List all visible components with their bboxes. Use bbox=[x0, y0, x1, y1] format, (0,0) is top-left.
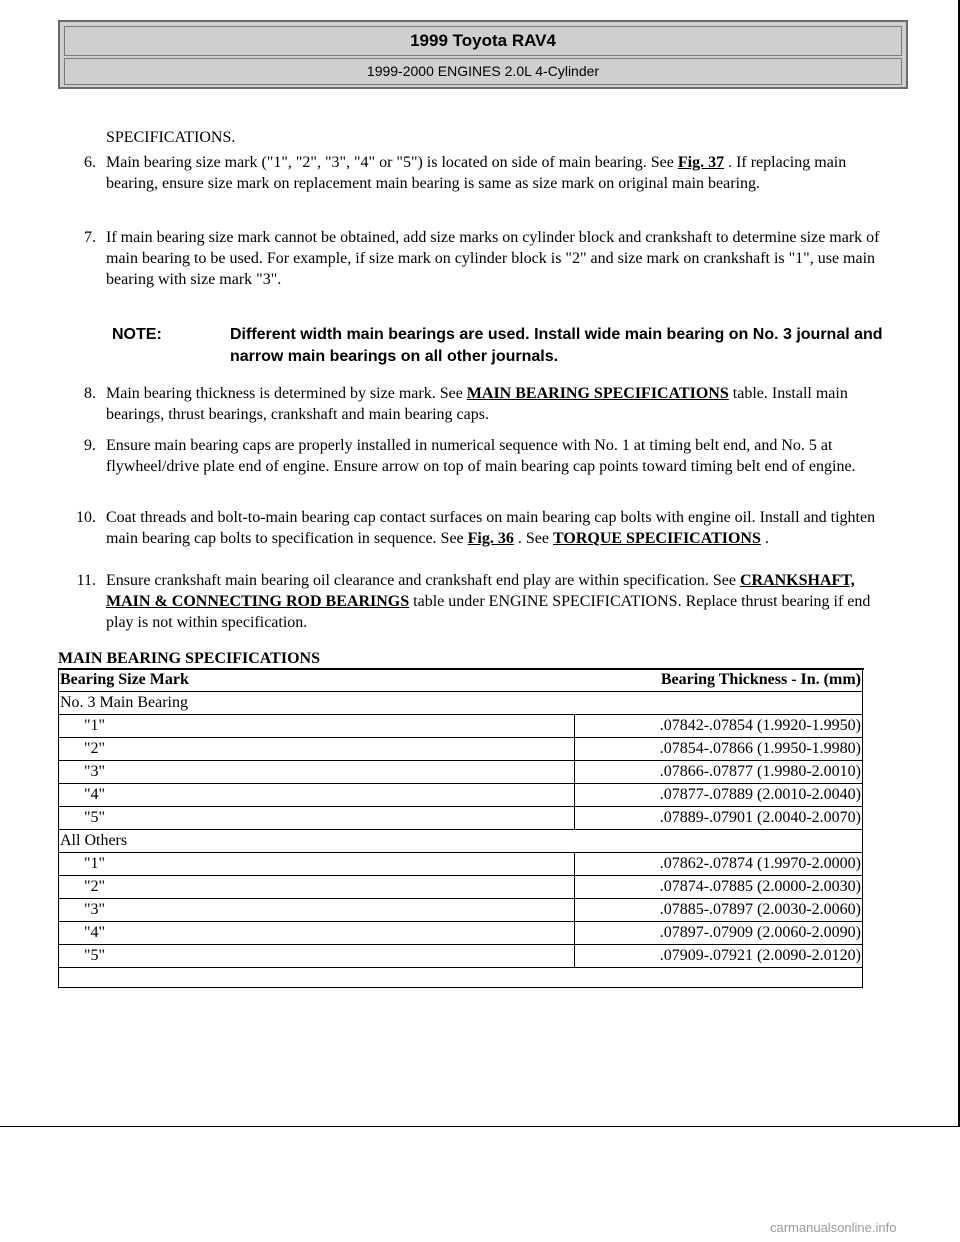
step-text: Main bearing size mark ("1", "2", "3", "4" or "5") is located on side of main bearing. See Fig. 37 . If replacing main bearing, ensure size mark on replacement main bearing is same as size mark on original main bearing. bbox=[106, 154, 847, 192]
table-row bbox=[58, 807, 863, 830]
crankshaft-bearings-link[interactable]: CRANKSHAFT, MAIN & CONNECTING ROD BEARINGS bbox=[106, 572, 855, 610]
size-mark-cell: "5" bbox=[58, 945, 575, 968]
size-mark-cell: "1" bbox=[58, 715, 575, 738]
table-row bbox=[58, 738, 863, 761]
thickness-cell: .07897-.07909 (2.0060-2.0090) bbox=[575, 922, 864, 945]
thickness-cell: .07874-.07885 (2.0000-2.0030) bbox=[575, 876, 864, 899]
page-header bbox=[58, 20, 908, 89]
table-header-row bbox=[58, 669, 863, 692]
thickness-cell: .07862-.07874 (1.9970-2.0000) bbox=[575, 853, 864, 876]
size-mark-cell: "4" bbox=[58, 922, 575, 945]
step-text: Ensure crankshaft main bearing oil clearance and crankshaft end play are within specification. See CRANKSHAFT, MAIN & CONNECTING ROD BEARINGS table under ENGINE SPECIFICATIONS. Replace thrust bearing if end play is not within specification. bbox=[106, 572, 871, 631]
step-number: 11. bbox=[76, 572, 96, 589]
header-title: 1999 Toyota RAV4 bbox=[64, 26, 902, 56]
group-label: All Others bbox=[58, 830, 863, 853]
size-mark-cell: "1" bbox=[58, 853, 575, 876]
main-bearing-spec-table bbox=[58, 669, 863, 968]
thickness-cell: .07877-.07889 (2.0010-2.0040) bbox=[575, 784, 864, 807]
step-text: Coat threads and bolt-to-main bearing cap contact surfaces on main bearing cap bolts with engine oil. Install and tighten main bearing cap bolts to specification in sequence. See Fig. 36 . See TORQUE SPECIFICATIONS . bbox=[106, 509, 876, 547]
thickness-cell: .07866-.07877 (1.9980-2.0010) bbox=[575, 761, 864, 784]
step-text: If main bearing size mark cannot be obtained, add size marks on cylinder block and crankshaft to determine size mark of main bearing to be used. For example, if size mark on cylinder block is "2" and size mark on crankshaft is "1", use main bearing with size mark "3". bbox=[106, 229, 880, 288]
size-mark-cell: "3" bbox=[58, 899, 575, 922]
column-header-size-mark: Bearing Size Mark bbox=[58, 669, 575, 692]
group-label: No. 3 Main Bearing bbox=[58, 692, 863, 715]
thickness-cell: .07854-.07866 (1.9950-1.9980) bbox=[575, 738, 864, 761]
header-subtitle: 1999-2000 ENGINES 2.0L 4-Cylinder bbox=[64, 58, 902, 85]
step-text: Ensure main bearing caps are properly installed in numerical sequence with No. 1 at timing belt end, and No. 5 at flywheel/drive plate end of engine. Ensure arrow on top of main bearing cap points toward timing belt end of engine. bbox=[106, 437, 856, 475]
thickness-cell: .07885-.07897 (2.0030-2.0060) bbox=[575, 899, 864, 922]
continued-text: SPECIFICATIONS. bbox=[106, 129, 236, 146]
torque-specifications-link[interactable]: TORQUE SPECIFICATIONS bbox=[552, 530, 761, 547]
table-row bbox=[58, 715, 863, 738]
fig-37-link[interactable]: Fig. 37 bbox=[677, 154, 725, 171]
thickness-cell: .07889-.07901 (2.0040-2.0070) bbox=[575, 807, 864, 830]
table-top-border bbox=[58, 668, 864, 670]
step-number: 7. bbox=[84, 229, 96, 246]
column-header-thickness: Bearing Thickness - In. (mm) bbox=[575, 669, 864, 692]
size-mark-cell: "5" bbox=[58, 807, 575, 830]
table-row bbox=[58, 784, 863, 807]
table-row bbox=[58, 761, 863, 784]
table-row bbox=[58, 945, 863, 968]
size-mark-cell: "3" bbox=[58, 761, 575, 784]
step-number: 10. bbox=[76, 509, 96, 526]
group-row bbox=[58, 830, 863, 853]
size-mark-cell: "2" bbox=[58, 738, 575, 761]
size-mark-cell: "4" bbox=[58, 784, 575, 807]
fig-36-link[interactable]: Fig. 36 bbox=[467, 530, 514, 547]
step-text: Main bearing thickness is determined by size mark. See MAIN BEARING SPECIFICATIONS table. Install main bearings, thrust bearings, crankshaft and main bearing caps. bbox=[106, 385, 848, 423]
step-number: 9. bbox=[84, 437, 96, 454]
note-label: NOTE: bbox=[112, 326, 162, 343]
table-title: MAIN BEARING SPECIFICATIONS bbox=[58, 650, 320, 667]
step-number: 6. bbox=[84, 154, 96, 171]
step-number: 8. bbox=[84, 385, 96, 402]
group-row bbox=[58, 692, 863, 715]
thickness-cell: .07842-.07854 (1.9920-1.9950) bbox=[575, 715, 864, 738]
table-row bbox=[58, 876, 863, 899]
table-row bbox=[58, 899, 863, 922]
watermark-text: carmanualsonline.info bbox=[770, 1220, 897, 1235]
thickness-cell: .07909-.07921 (2.0090-2.0120) bbox=[575, 945, 864, 968]
main-bearing-specifications-link[interactable]: MAIN BEARING SPECIFICATIONS bbox=[466, 385, 729, 402]
table-row bbox=[58, 853, 863, 876]
size-mark-cell: "2" bbox=[58, 876, 575, 899]
table-row bbox=[58, 922, 863, 945]
note-text: Different width main bearings are used. Install wide main bearing on No. 3 journal and narrow main bearings on all other journals. bbox=[230, 326, 883, 365]
